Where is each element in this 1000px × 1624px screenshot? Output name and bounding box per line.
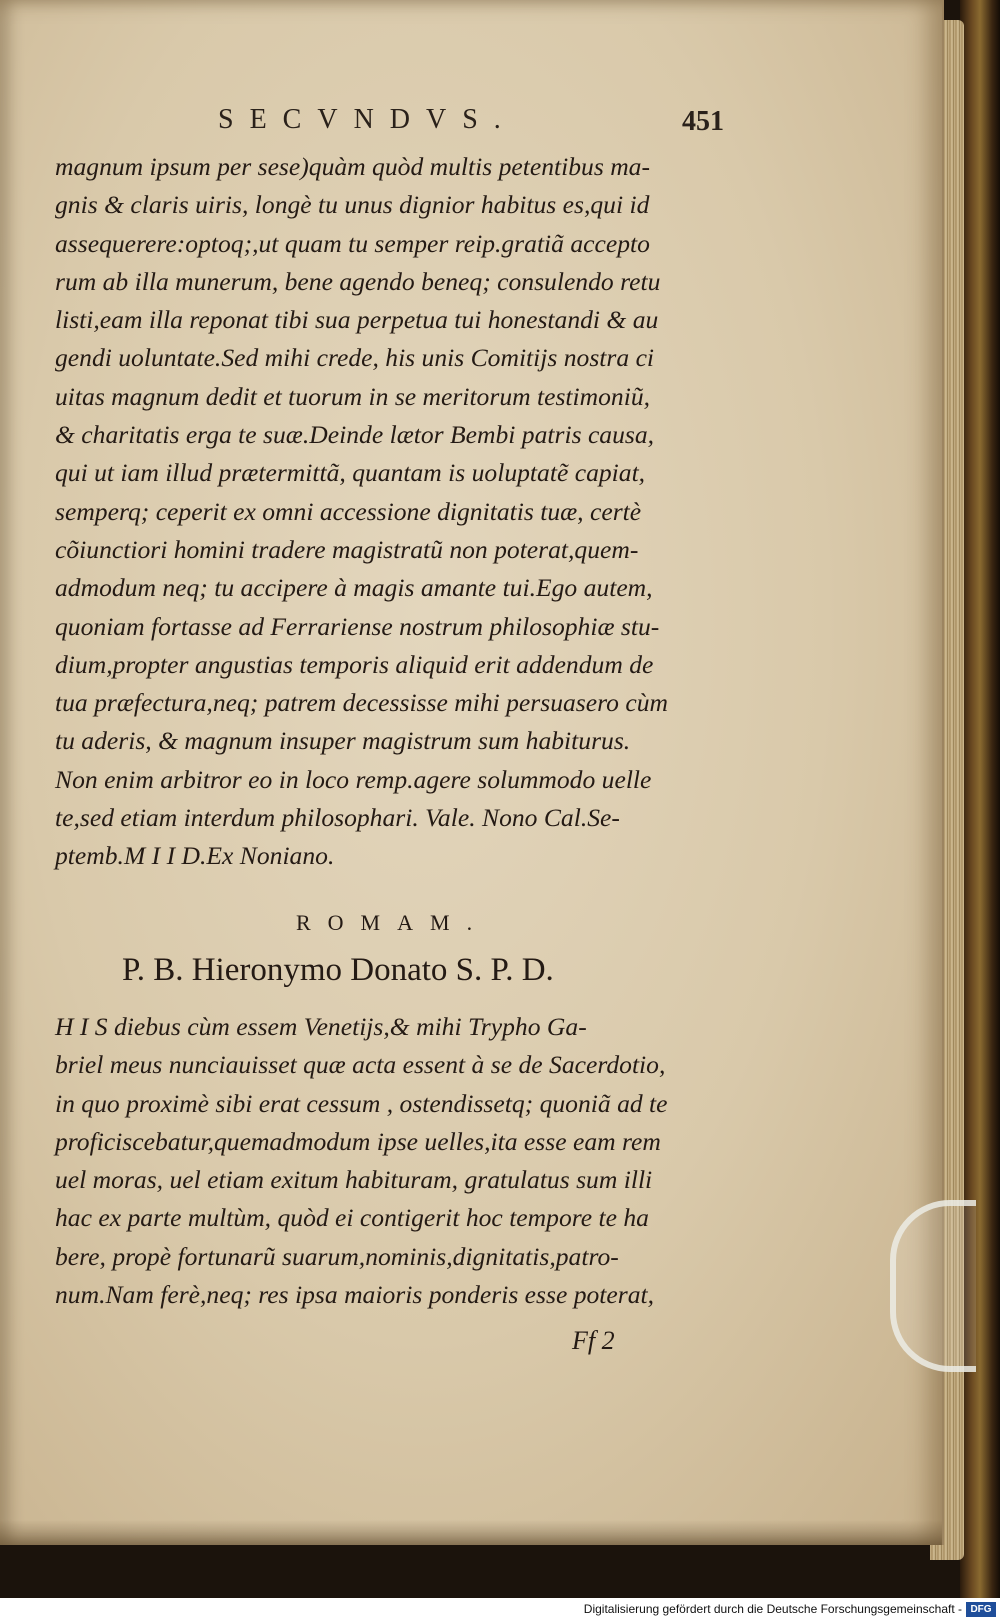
text-line: Non enim arbitror eo in loco remp.agere solummodo uelle (55, 764, 652, 794)
text-line: uel moras, uel etiam exitum habituram, gratulatus sum illi (55, 1165, 653, 1195)
text-line: briel meus nunciauisset quæ acta essent à se de Sacerdotio, (55, 1050, 666, 1080)
text-line: qui ut iam illud prætermittã, quantam is uoluptatẽ capiat, (55, 458, 646, 488)
text-line: rum ab illa munerum, bene agendo beneq; consulendo retu (55, 266, 661, 296)
letter-one-body (55, 148, 745, 876)
text-line: quoniam fortasse ad Ferrariense nostrum philosophiæ stu- (55, 611, 660, 641)
text-line: uitas magnum dedit et tuorum in se meritorum testimoniũ, (55, 381, 651, 411)
text-line: hac ex parte multùm, quòd ei contigerit hoc tempore te ha (55, 1203, 649, 1233)
text-line: semperq; ceperit ex omni accessione dignitatis tuæ, certè (55, 496, 642, 526)
text-line: in quo proximè sibi erat cessum , ostendissetq; quoniã ad te (55, 1088, 668, 1118)
running-head: SECVNDVS. (218, 104, 517, 135)
signature-mark: Ff 2 (572, 1326, 615, 1355)
text-line: dium,propter angustias temporis aliquid erit addendum de (55, 649, 654, 679)
page-shadow (0, 1520, 942, 1545)
text-line: & charitatis erga te suæ.Deinde lætor Bembi patris causa, (55, 420, 655, 450)
text-line: tu aderis, & magnum insuper magistrum sum habiturus. (55, 726, 631, 756)
text-line: tua præfectura,neq; patrem decessisse mihi persuasero cùm (55, 688, 668, 718)
text-line: admodum neq; tu accipere à magis amante tui.Ego autem, (55, 573, 653, 603)
text-line: bere, propè fortunarũ suarum,nominis,dignitatis,patro- (55, 1241, 619, 1271)
footer-credit: Digitalisierung gefördert durch die Deutsche Forschungsgemeinschaft - (583, 1602, 962, 1616)
text-line: gendi uoluntate.Sed mihi crede, his unis Comitijs nostra ci (55, 343, 655, 373)
digitization-footer (0, 1598, 1000, 1624)
text-line: proficiscebatur,quemadmodum ipse uelles,ita esse eam rem (55, 1126, 661, 1156)
text-line: num.Nam ferè,neq; res ipsa maioris ponderis esse poterat, (55, 1280, 655, 1310)
text-line: listi,eam illa reponat tibi sua perpetua tui honestandi & au (55, 305, 659, 335)
letter-two-body (55, 1008, 745, 1314)
text-line: magnum ipsum per sese)quàm quòd multis petentibus ma- (55, 152, 651, 181)
text-line: te,sed etiam interdum philosophari. Vale. Nono Cal.Se- (55, 803, 620, 833)
text-line: ptemb.M I I D.Ex Noniano. (55, 841, 335, 871)
letter-salutation: P. B. Hieronymo Donato S. P. D. (122, 952, 554, 988)
text-line: gnis & claris uiris, longè tu unus dignior habitus es,qui id (55, 190, 650, 220)
text-line: assequerere:optoq;,ut quam tu semper reip.gratiã accepto (55, 228, 650, 258)
dfg-logo-icon: DFG (966, 1602, 996, 1617)
page-clip (890, 1200, 976, 1372)
text-line: H I S diebus cùm essem Venetijs,& mihi Trypho Ga- (55, 1012, 587, 1041)
text-line: cõiunctiori homini tradere magistratũ non poterat,quem- (55, 534, 639, 564)
page-number: 451 (682, 106, 724, 137)
letter-address: ROMAM. (296, 910, 490, 935)
